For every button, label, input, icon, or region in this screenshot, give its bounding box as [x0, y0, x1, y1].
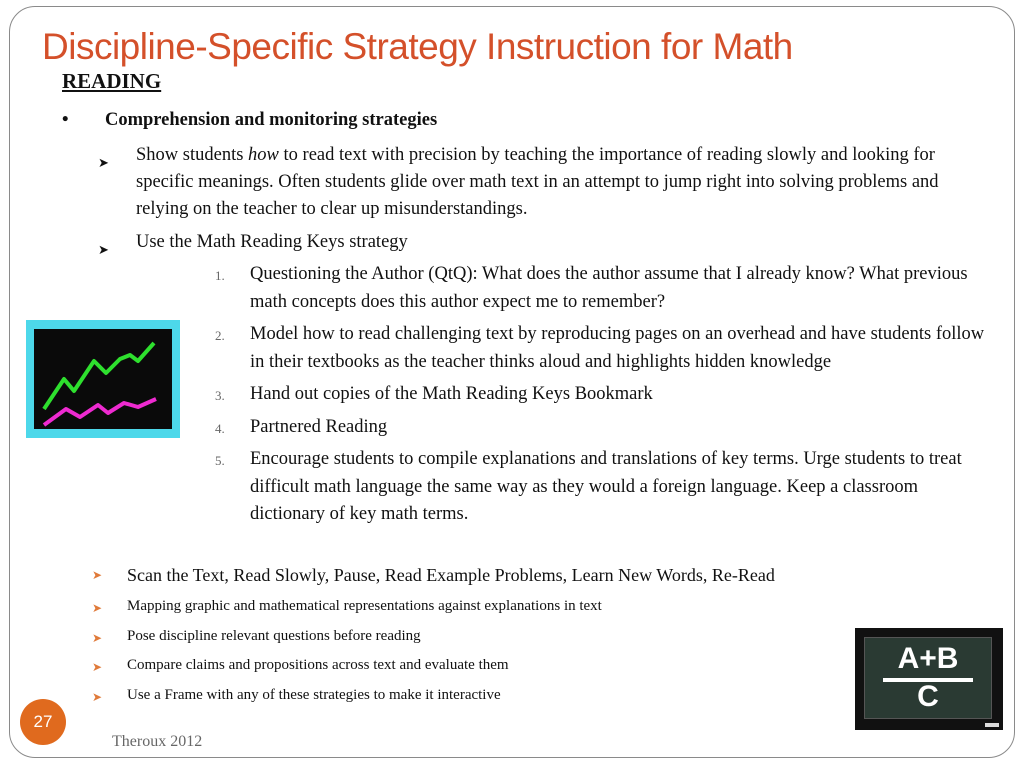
arrow-bullet-icon: ➤	[92, 690, 103, 704]
lower-item-text: Mapping graphic and mathematical representations against explanations in text	[127, 598, 602, 614]
chart-lines-icon	[34, 329, 172, 429]
sub-item-text-end: to read text with precision by teaching the importance of reading slowly and looking for specific meanings. Often students glide over math text in an attempt to jump right into solving problems and relying on the teacher to clear up misunderstandings.	[136, 145, 939, 219]
item-text: Partnered Reading	[250, 416, 388, 437]
arrow-bullet-icon: ➤	[92, 568, 103, 582]
numbered-item	[212, 446, 992, 529]
lower-item-text: Pose discipline relevant questions before reading	[127, 628, 421, 644]
numbered-item	[212, 321, 992, 376]
arrow-bullet-icon: ➤	[92, 601, 103, 615]
line-chart-clipart	[26, 320, 180, 438]
lower-item-text: Use a Frame with any of these strategies to make it interactive	[127, 687, 501, 703]
item-number: 4.	[215, 420, 225, 436]
item-text: Questioning the Author (QtQ): What does the author assume that I already know? What previous math concepts does this author expect me to remember?	[250, 264, 968, 312]
chalk-icon	[985, 723, 999, 727]
arrow-bullet-icon: ➤	[92, 660, 103, 674]
sub-item-emphasis: how	[248, 145, 279, 165]
item-number: 3.	[215, 388, 225, 403]
item-number: 1.	[215, 268, 225, 283]
page-number-badge: 27	[20, 699, 66, 745]
arrow-bullet-icon: ➤	[92, 631, 103, 645]
item-text: Hand out copies of the Math Reading Keys Bookmark	[250, 384, 653, 404]
numbered-list	[212, 261, 992, 534]
item-number: 2.	[215, 328, 225, 343]
item-text: Model how to read challenging text by reproducing pages on an overhead and have students follow in their textbooks as the teacher thinks aloud and highlights hidden knowledge	[250, 324, 985, 372]
arrow-bullet-icon: ➤	[98, 155, 109, 170]
main-bullet-text: Comprehension and monitoring strategies	[105, 110, 438, 130]
arrow-bullet-icon: ➤	[98, 242, 109, 257]
lower-item-text: Scan the Text, Read Slowly, Pause, Read Example Problems, Learn New Words, Re-Read	[127, 565, 775, 585]
numbered-item	[212, 381, 992, 409]
sub-item-text-start: Show students	[136, 145, 249, 165]
slide-title: Discipline-Specific Strategy Instruction for Math	[42, 26, 793, 67]
numbered-item	[212, 261, 992, 316]
item-text: Encourage students to compile explanations and translations of key terms. Urge students to treat difficult math language the same way as they would a foreign language. Keep a classroom dictionary of key math terms.	[250, 449, 962, 524]
chalkboard-top-text: A+B	[897, 642, 959, 675]
bullet-dot-icon: •	[62, 110, 69, 130]
section-heading: READING	[62, 69, 162, 93]
footer-text: Theroux 2012	[112, 733, 203, 750]
chalkboard-bottom-text: C	[917, 680, 939, 713]
numbered-item	[212, 414, 992, 442]
item-number: 5.	[215, 453, 225, 468]
lower-item-text: Compare claims and propositions across text and evaluate them	[127, 657, 509, 673]
chalkboard-clipart	[855, 628, 1003, 730]
sub-item-text: Use the Math Reading Keys strategy	[136, 232, 408, 252]
